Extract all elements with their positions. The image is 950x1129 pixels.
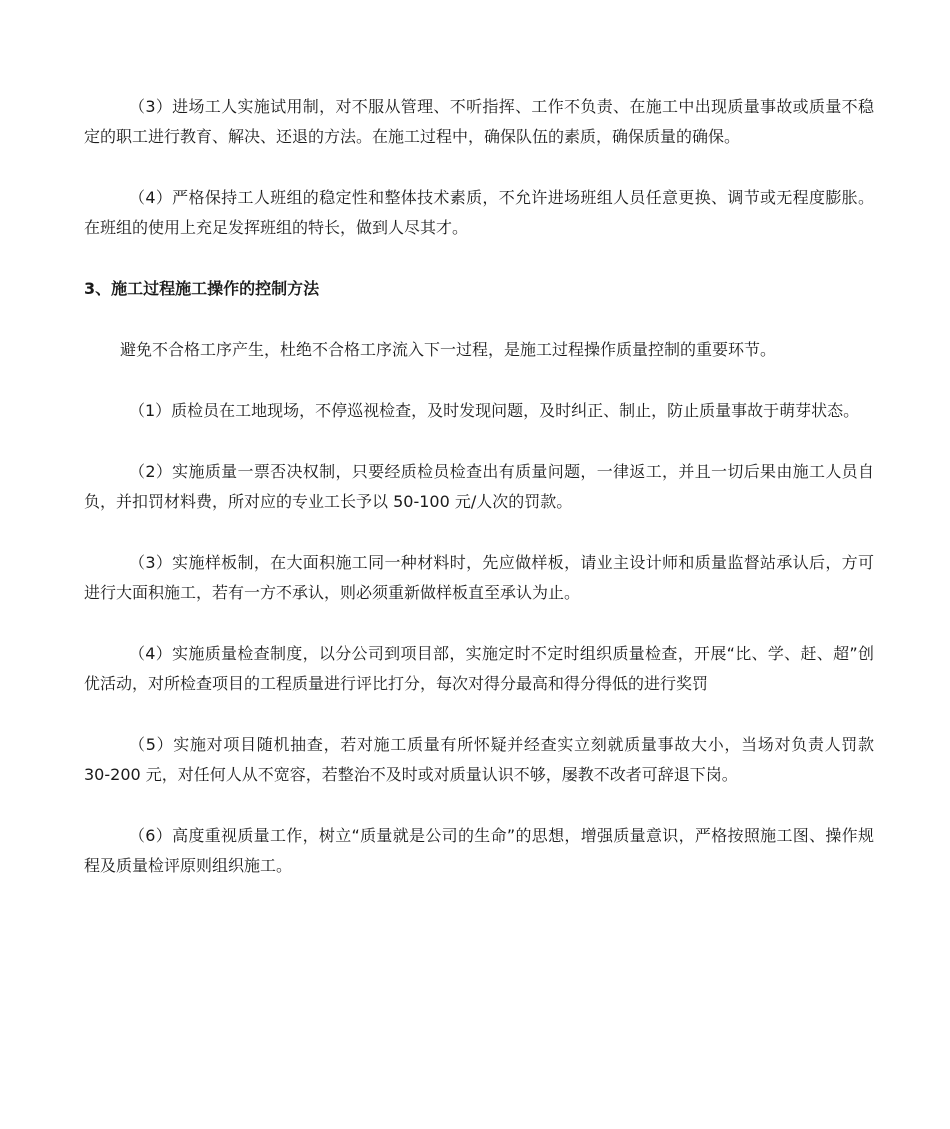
control-item-1: （1）质检员在工地现场，不停巡视检查，及时发现问题，及时纠正、制止，防止质量事故于萌芽状态。 xyxy=(129,401,860,420)
paragraph-item-3: （3）进场工人实施试用制，对不服从管理、不听指挥、工作不负责、在施工中出现质量事故或质量不稳定的职工进行教育、解决、还退的方法。在施工过程中，确保队伍的素质，确保质量的确保。 xyxy=(84,97,874,146)
paragraph-item-4: （4）严格保持工人班组的稳定性和整体技术素质，不允许进场班组人员任意更换、调节或无程度膨胀。在班组的使用上充足发挥班组的特长，做到人尽其才。 xyxy=(84,188,874,237)
document-page xyxy=(84,92,874,912)
control-item-5: （5）实施对项目随机抽查，若对施工质量有所怀疑并经查实立刻就质量事故大小，当场对负责人罚款 30-200 元，对任何人从不宽容，若整治不及时或对质量认识不够，屡教不改者可辞退下岗。 xyxy=(84,735,874,784)
section-intro: 避免不合格工序产生，杜绝不合格工序流入下一过程，是施工过程操作质量控制的重要环节。 xyxy=(120,340,777,359)
control-item-6: （6）高度重视质量工作，树立“质量就是公司的生命”的思想，增强质量意识，严格按照施工图、操作规程及质量检评原则组织施工。 xyxy=(84,826,874,875)
control-item-3: （3）实施样板制，在大面积施工同一种材料时，先应做样板，请业主设计师和质量监督站承认后，方可进行大面积施工，若有一方不承认，则必须重新做样板直至承认为止。 xyxy=(84,553,874,602)
control-item-2: （2）实施质量一票否决权制，只要经质检员检查出有质量问题，一律返工，并且一切后果由施工人员自负，并扣罚材料费，所对应的专业工长予以 50-100 元/人次的罚款。 xyxy=(84,462,874,511)
control-item-4: （4）实施质量检查制度，以分公司到项目部，实施定时不定时组织质量检查，开展“比、学、赶、超”创优活动，对所检查项目的工程质量进行评比打分，每次对得分最高和得分得低的进行奖罚 xyxy=(84,644,874,693)
section-heading: 3、施工过程施工操作的控制方法 xyxy=(84,279,320,298)
